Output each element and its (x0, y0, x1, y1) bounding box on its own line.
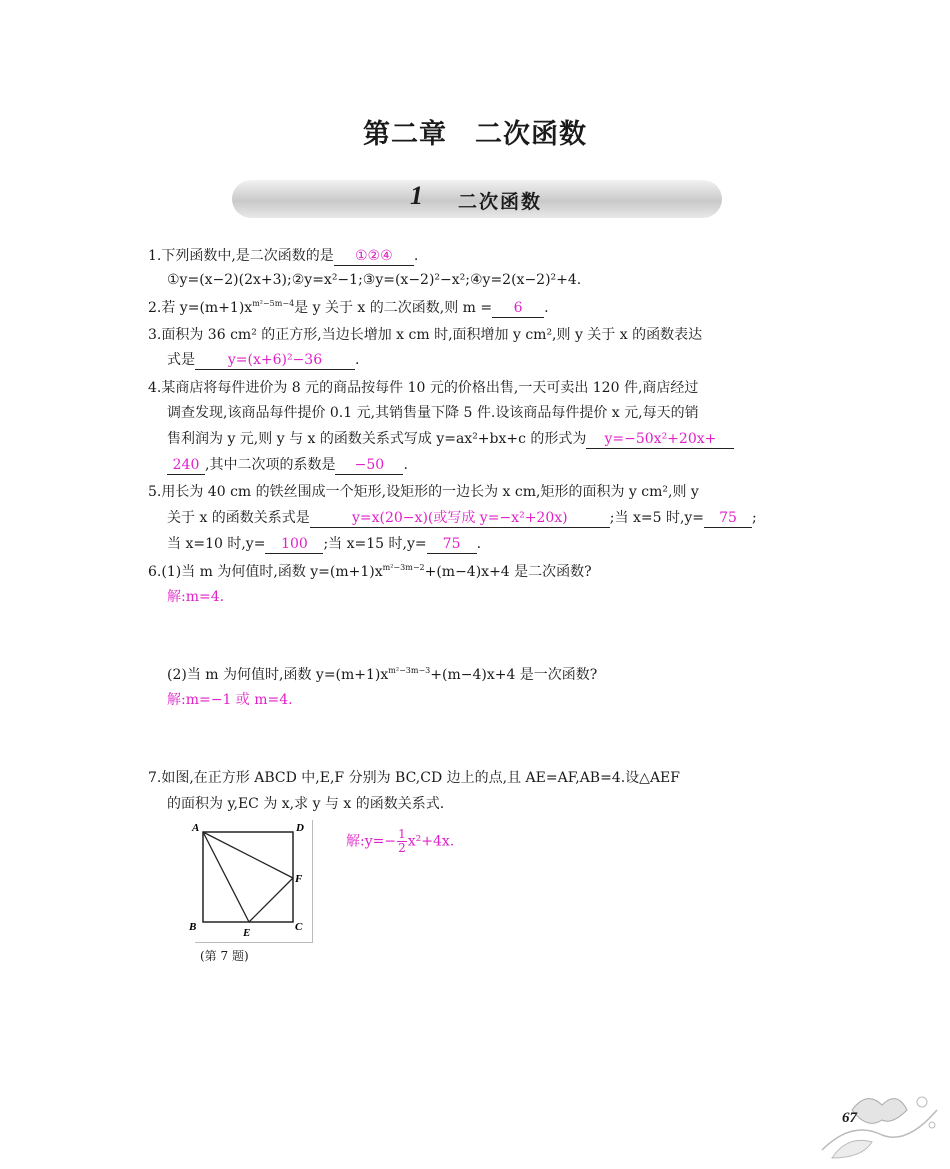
q5-line3: 当 x=10 时,y= 100 ;当 x=15 时,y= 75 . (167, 536, 482, 552)
fraction-numerator: 1 (398, 827, 406, 841)
q7-line1: 7.如图,在正方形 ABCD 中,E,F 分别为 BC,CD 边上的点,且 AE=AF,AB=4.设△AEF (148, 770, 680, 786)
section-number: 1 (410, 181, 423, 210)
q6-p1-pre: 6.(1)当 m 为何值时,函数 y=(m+1)x (148, 564, 383, 580)
label-c: C (295, 921, 303, 933)
q5-pre2: 关于 x 的函数关系式是 (167, 510, 310, 526)
q2-post: 是 y 关于 x 的二次函数,则 m = (294, 300, 493, 316)
q5-answer-x5: 75 (704, 509, 752, 528)
q5-answer-relation: y=x(20−x)(或写成 y=−x²+20x) (310, 509, 610, 528)
q1-options: ①y=(x−2)(2x+3);②y=x²−1;③y=(x−2)²−x²;④y=2(x−2)²+4. (167, 272, 582, 288)
q4-answer-b: 240 (167, 456, 205, 475)
q4-mid: ,其中二次项的系数是 (205, 457, 336, 473)
q5-mid3: ;当 x=15 时,y= (323, 536, 427, 552)
q6-p2-post: +(m−4)x+4 是一次函数? (430, 667, 598, 683)
chapter-title: 第二章 二次函数 (363, 119, 587, 150)
q6-p2-solution: 解:m=−1 或 m=4. (167, 692, 293, 708)
q5-line1: 5.用长为 40 cm 的铁丝围成一个矩形,设矩形的一边长为 x cm,矩形的面积为 y cm²,则 y (148, 484, 699, 500)
label-f: F (295, 873, 303, 885)
question-2: 2.若 $y=(m+1)x^{m^2-5m-4}$是 y 关于 x 的二次函数,则 m = 6 . (148, 299, 549, 316)
question-1: 1.下列函数中,是二次函数的是 ①②④ . (148, 248, 419, 264)
q4-line2: 调查发现,该商品每件提价 0.1 元,其销售量下降 5 件.设该商品每件提价 x 元,每天的销 (167, 405, 699, 421)
q7-solution-post: x²+4x. (407, 833, 455, 850)
q3-line2: 式是 y=(x+6)²−36 . (167, 352, 360, 368)
label-e: E (243, 927, 251, 939)
fraction-denominator: 2 (398, 841, 406, 855)
square-abcd (203, 832, 293, 922)
q3-line1: 3.面积为 36 cm² 的正方形,当边长增加 x cm 时,面积增加 y cm²,则 y 关于 x 的函数表达 (148, 327, 703, 343)
label-a: A (192, 822, 200, 834)
square-figure (186, 818, 312, 942)
section-title: 二次函数 (458, 191, 543, 213)
figure-caption: (第 7 题) (200, 949, 249, 963)
q5-line2: 关于 x 的函数关系式是 y=x(20−x)(或写成 y=−x²+20x) ;当 x=5 时,y= 75 ; (167, 510, 757, 526)
page-number: 67 (842, 1110, 857, 1126)
segment-ef (249, 878, 293, 922)
q2-pre: 2.若 y=(m+1)x (148, 300, 253, 316)
q6-p1-solution: 解:m=4. (167, 589, 225, 605)
q6-p2-pre: (2)当 m 为何值时,函数 y=(m+1)x (167, 667, 389, 683)
q6-part1 (148, 562, 592, 582)
q4-answer-c: −50 (335, 456, 403, 475)
q4-answer-a: y=−50x²+20x+ (586, 430, 734, 449)
q1-answer: ①②④ (334, 247, 414, 266)
q7-solution-pre: 解:y=− (346, 833, 397, 850)
segment-af (203, 832, 293, 878)
q3-pre: 式是 (167, 352, 195, 368)
q4-line3 (167, 429, 734, 449)
q7-line2: 的面积为 y,EC 为 x,求 y 与 x 的函数关系式. (167, 796, 445, 812)
q6-p2-exponent: m²−3m−3 (388, 666, 431, 675)
q5-answer-x15: 75 (427, 535, 477, 554)
q3-answer: y=(x+6)²−36 (195, 351, 355, 370)
q6-p1-post: +(m−4)x+4 是二次函数? (424, 564, 592, 580)
q5-mid2: ;当 x=5 时,y= (609, 510, 705, 526)
q4-line3-text: 售利润为 y 元,则 y 与 x 的函数关系式写成 y=ax²+bx+c 的形式为 (167, 431, 587, 447)
q7-solution (346, 828, 454, 855)
q4-line1: 4.某商店将每件进价为 8 元的商品按每件 10 元的价格出售,一天可卖出 120 件,商店经过 (148, 380, 699, 396)
q5-pre3: 当 x=10 时,y= (167, 536, 266, 552)
q5-answer-x10: 100 (265, 535, 323, 554)
q2-exponent: m²−5m−4 (252, 299, 295, 308)
label-d: D (296, 822, 304, 834)
segment-ae (203, 832, 249, 922)
q7-fraction (397, 828, 407, 855)
q1-stem: 1.下列函数中,是二次函数的是 (148, 248, 334, 264)
label-b: B (189, 921, 197, 933)
q6-part2 (167, 665, 597, 685)
q4-line4: 240 ,其中二次项的系数是 −50 . (167, 455, 408, 475)
q6-p1-exponent: m²−3m−2 (382, 563, 425, 572)
q2-answer: 6 (492, 299, 544, 318)
corner-flower-decoration-icon (812, 1080, 942, 1160)
